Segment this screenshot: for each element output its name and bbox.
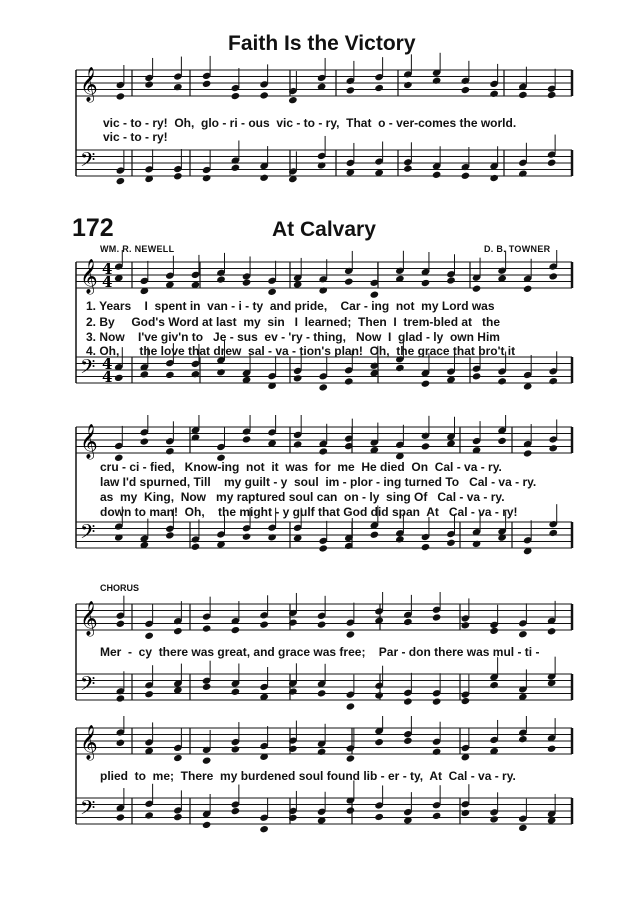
verse-3-line-a: 3. Now I've giv'n to Je - sus ev - 'ry - thing, Now I glad - ly own Him (86, 330, 500, 344)
hymn-title-faith-is-the-victory: Faith Is the Victory (228, 32, 416, 55)
svg-text:𝄞: 𝄞 (80, 67, 98, 102)
svg-text:𝄢: 𝄢 (80, 355, 96, 383)
svg-text:4: 4 (102, 355, 113, 373)
verse-2-line-b: law I'd spurned, Till my guilt - y soul im - plor - ing turned To Cal - va - ry. (100, 475, 537, 489)
music-credit: D. B. TOWNER (484, 244, 551, 254)
verse-4-line-b: down to man! Oh, the might - y gulf that God did span At Cal - va - ry! (100, 505, 518, 519)
svg-text:𝄢: 𝄢 (80, 520, 96, 548)
words-credit: WM. R. NEWELL (100, 244, 175, 254)
svg-text:4: 4 (102, 260, 113, 278)
svg-text:𝄞: 𝄞 (80, 725, 98, 760)
chorus-label: CHORUS (100, 583, 140, 593)
svg-text:𝄞: 𝄞 (80, 424, 98, 459)
hymn-title-at-calvary: At Calvary (272, 218, 376, 241)
lyric-line-2: vic - to - ry! (103, 130, 168, 144)
svg-text:𝄢: 𝄢 (80, 672, 96, 700)
svg-text:𝄢: 𝄢 (80, 148, 96, 176)
chorus-line-2: plied to me; There my burdened soul found lib - er - ty, At Cal - va - ry. (100, 769, 516, 783)
svg-text:𝄞: 𝄞 (80, 601, 98, 636)
verse-4-line-a: 4. Oh, the love that drew sal - va - tion's plan! Oh, the grace that bro't it (86, 344, 516, 358)
chorus-line-1: Mer - cy there was great, and grace was free; Par - don there was mul - ti - (100, 645, 540, 659)
lyric-line-1: vic - to - ry! Oh, glo - ri - ous vic - to - ry, That o - ver-comes the world. (103, 116, 517, 130)
svg-text:4: 4 (102, 368, 113, 386)
verse-1-line-b: cru - ci - fied, Know-ing not it was for me He died On Cal - va - ry. (100, 460, 502, 474)
staff-system-faith-victory (0, 0, 640, 205)
verse-2-line-a: 2. By God's Word at last my sin I learned; Then I trem-bled at the (86, 315, 501, 329)
svg-text:𝄢: 𝄢 (80, 796, 96, 824)
hymn-number: 172 (72, 214, 114, 242)
verse-1-line-a: 1. Years I spent in van - i - ty and pride, Car - ing not my Lord was (86, 299, 495, 313)
svg-text:4: 4 (102, 273, 113, 291)
svg-text:𝄞: 𝄞 (80, 259, 98, 294)
verse-3-line-b: as my King, Now my raptured soul can on - ly sing Of Cal - va - ry. (100, 490, 505, 504)
